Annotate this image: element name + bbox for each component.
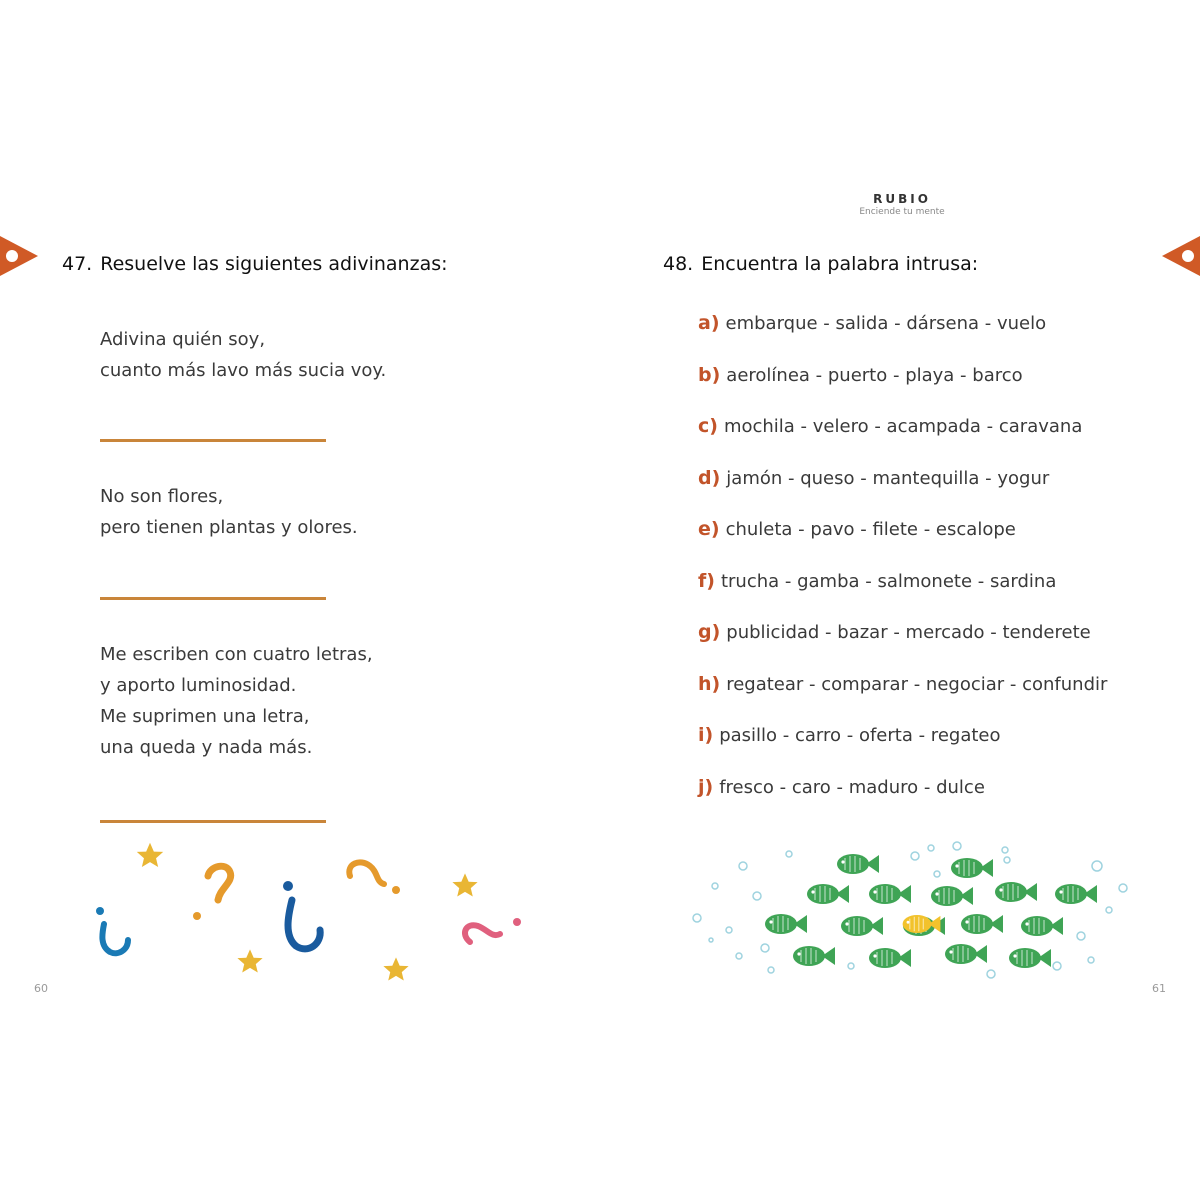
bubble-icon — [1077, 932, 1085, 940]
publisher-tagline: Enciende tu mente — [859, 207, 945, 217]
fish-icon — [841, 916, 883, 936]
answer-line-1[interactable] — [100, 439, 326, 442]
bubble-icon — [709, 938, 713, 942]
bubble-icon — [928, 845, 934, 851]
list-item — [698, 621, 1091, 643]
item-letter: b) — [698, 364, 721, 386]
bubble-icon — [1092, 861, 1102, 871]
bubble-icon — [768, 967, 774, 973]
list-item — [698, 364, 1023, 386]
bubble-icon — [1053, 962, 1061, 970]
riddle-line: pero tienen plantas y olores. — [100, 517, 358, 538]
question-mark-icon — [288, 900, 320, 949]
list-item — [698, 312, 1046, 334]
star-icon — [237, 949, 262, 972]
bubble-icon — [761, 944, 769, 952]
page-marker-left-icon — [0, 236, 40, 276]
list-item — [698, 570, 1056, 592]
bubble-icon — [934, 871, 940, 877]
item-words: regatear - comparar - negociar - confundir — [726, 674, 1108, 695]
publisher-logo — [852, 192, 952, 217]
riddle-line: No son flores, — [100, 486, 224, 507]
star-icon — [452, 873, 477, 896]
item-words: embarque - salida - dársena - vuelo — [725, 313, 1047, 334]
riddle-line: una queda y nada más. — [100, 737, 313, 758]
bubble-icon — [753, 892, 761, 900]
list-item — [698, 673, 1107, 695]
item-letter: h) — [698, 673, 721, 695]
item-letter: i) — [698, 724, 714, 746]
page-number-left: 60 — [34, 982, 48, 995]
bubble-icon — [712, 883, 718, 889]
fish-icon — [807, 884, 849, 904]
bubble-icon — [987, 970, 995, 978]
item-words: aerolínea - puerto - playa - barco — [726, 365, 1023, 386]
item-letter: d) — [698, 467, 721, 489]
riddle-line: y aporto luminosidad. — [100, 675, 297, 696]
item-letter: c) — [698, 415, 718, 437]
item-words: chuleta - pavo - filete - escalope — [725, 519, 1016, 540]
fish-icon — [765, 914, 807, 934]
fish-icon — [793, 946, 835, 966]
riddle-line: cuanto más lavo más sucia voy. — [100, 360, 387, 381]
odd-fish-icon — [903, 915, 941, 933]
item-words: jamón - queso - mantequilla - yogur — [726, 468, 1050, 489]
list-item — [698, 415, 1082, 437]
bubble-icon — [736, 953, 742, 959]
list-item — [698, 518, 1016, 540]
fish-icon — [931, 886, 973, 906]
item-words: trucha - gamba - salmonete - sardina — [720, 571, 1057, 592]
exercise-47-title — [62, 253, 448, 275]
bubble-icon — [693, 914, 701, 922]
item-words: mochila - velero - acampada - caravana — [723, 416, 1083, 437]
fish-icon — [995, 882, 1037, 902]
exercise-title-text: Resuelve las siguientes adivinanzas: — [100, 253, 448, 275]
question-mark-icon — [102, 924, 128, 953]
list-item — [698, 776, 985, 798]
question-mark-icon — [465, 925, 500, 942]
page-marker-right-icon — [1160, 236, 1200, 276]
question-mark-icon — [208, 866, 231, 900]
item-words: publicidad - bazar - mercado - tenderete — [726, 622, 1091, 643]
bubble-icon — [1106, 907, 1112, 913]
fish-icon — [945, 944, 987, 964]
item-words: pasillo - carro - oferta - regateo — [719, 725, 1001, 746]
bubble-icon — [1002, 847, 1008, 853]
fish-icon — [951, 858, 993, 878]
item-words: fresco - caro - maduro - dulce — [719, 777, 985, 798]
fish-icon — [1021, 916, 1063, 936]
fish-icon — [1009, 948, 1051, 968]
fish-icon — [961, 914, 1003, 934]
list-item — [698, 724, 1001, 746]
bubble-icon — [1004, 857, 1010, 863]
bubble-icon — [1088, 957, 1094, 963]
item-letter: e) — [698, 518, 720, 540]
riddle-1 — [100, 324, 386, 386]
star-icon — [383, 957, 408, 980]
exercise-number: 48. — [663, 253, 694, 275]
riddle-line: Adivina quién soy, — [100, 329, 266, 350]
question-mark-icon — [349, 862, 384, 884]
answer-line-2[interactable] — [100, 597, 326, 600]
bubble-icon — [848, 963, 854, 969]
list-item — [698, 467, 1049, 489]
item-letter: j) — [698, 776, 714, 798]
exercise-title-text: Encuentra la palabra intrusa: — [701, 253, 979, 275]
fish-icon — [869, 884, 911, 904]
fish-icon — [837, 854, 879, 874]
riddle-2 — [100, 481, 358, 543]
exercise-number: 47. — [62, 253, 93, 275]
fish-school-icon — [685, 838, 1135, 988]
bubble-icon — [739, 862, 747, 870]
riddle-line: Me escriben con cuatro letras, — [100, 644, 373, 665]
exercise-48-title — [663, 253, 978, 275]
answer-line-3[interactable] — [100, 820, 326, 823]
item-letter: a) — [698, 312, 720, 334]
bubble-icon — [726, 927, 732, 933]
fish-icon — [1055, 884, 1097, 904]
bubble-icon — [911, 852, 919, 860]
riddle-3 — [100, 639, 373, 763]
bubble-icon — [1119, 884, 1127, 892]
star-icon — [137, 843, 163, 867]
fish-icon — [869, 948, 911, 968]
riddle-line: Me suprimen una letra, — [100, 706, 310, 727]
item-letter: g) — [698, 621, 721, 643]
bubble-icon — [786, 851, 792, 857]
publisher-brand: RUBIO — [873, 192, 931, 206]
item-letter: f) — [698, 570, 715, 592]
bubble-icon — [953, 842, 961, 850]
question-marks-decoration — [80, 830, 540, 990]
page-number-right: 61 — [1152, 982, 1166, 995]
